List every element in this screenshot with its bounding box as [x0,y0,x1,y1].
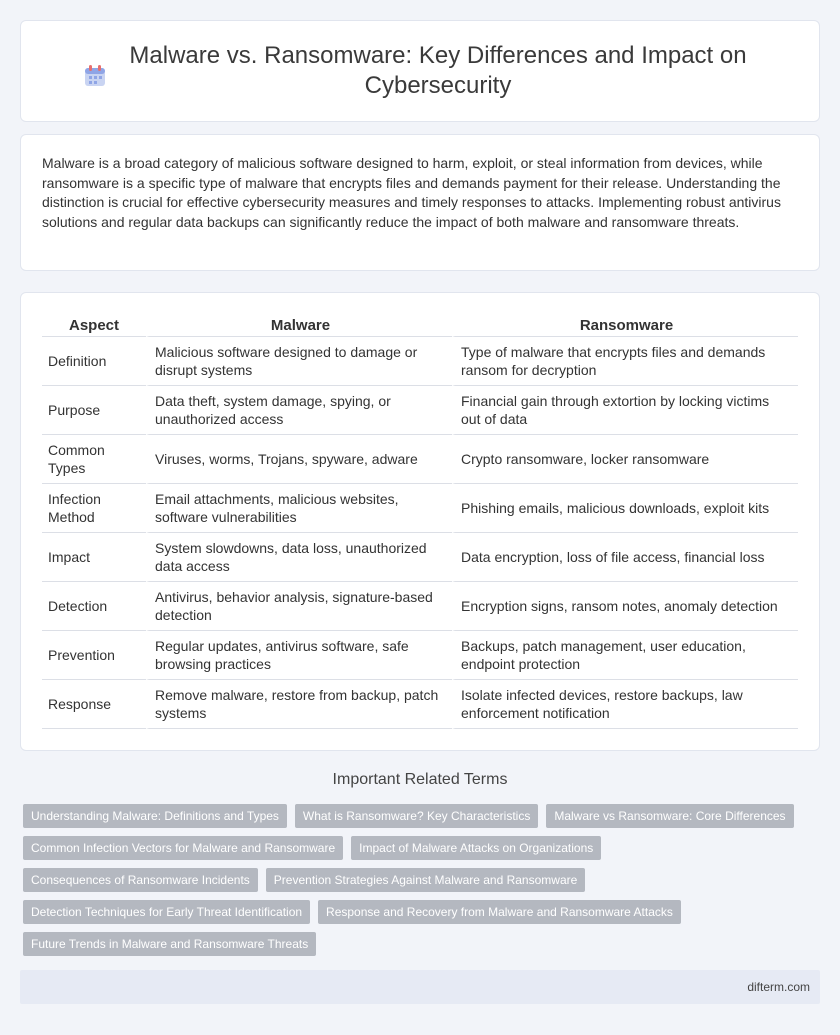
related-term-tag[interactable]: Understanding Malware: Definitions and Types [23,804,287,828]
related-term-tag[interactable]: Detection Techniques for Early Threat Identification [23,900,310,924]
cell-ransomware: Encryption signs, ransom notes, anomaly detection [452,582,798,631]
comparison-table-card [20,292,820,751]
cell-ransomware: Type of malware that encrypts files and demands ransom for decryption [452,337,798,386]
cell-malware: System slowdowns, data loss, unauthorized data access [146,533,452,582]
related-terms-tags [23,804,823,964]
cell-ransomware: Isolate infected devices, restore backups, law enforcement notification [452,680,798,729]
page-title: Malware vs. Ransomware: Key Differences and Impact on Cybersecurity [129,42,747,99]
cell-aspect: Infection Method [42,484,146,533]
table-row [42,631,798,680]
table-row [42,533,798,582]
tag-row [23,868,823,892]
cell-ransomware: Crypto ransomware, locker ransomware [452,435,798,484]
cell-malware: Viruses, worms, Trojans, spyware, adware [146,435,452,484]
column-header-malware: Malware [146,313,452,337]
column-header-ransomware: Ransomware [452,313,798,337]
intro-text: Malware is a broad category of malicious software designed to harm, exploit, or steal information from devices, while ransomware is a specific type of malware that encrypts files and demands payment for their release. Understanding the distinction is crucial for effective cybersecurity measures and timely responses to attacks. Implementing robust antivirus solutions and regular data backups can significantly reduce the impact of both malware and ransomware threats. [42,155,781,230]
table-row [42,680,798,729]
cell-aspect: Impact [42,533,146,582]
comparison-table [42,313,798,729]
table-row [42,582,798,631]
cell-malware: Email attachments, malicious websites, software vulnerabilities [146,484,452,533]
tag-row [23,900,823,924]
table-row [42,386,798,435]
tag-row [23,804,823,828]
intro-card [20,134,820,271]
cell-malware: Regular updates, antivirus software, safe browsing practices [146,631,452,680]
cell-aspect: Detection [42,582,146,631]
header-card [20,20,820,122]
cell-aspect: Common Types [42,435,146,484]
related-term-tag[interactable]: Prevention Strategies Against Malware and Ransomware [266,868,586,892]
related-term-tag[interactable]: Response and Recovery from Malware and Ransomware Attacks [318,900,681,924]
footer [20,970,820,1004]
tag-row [23,836,823,860]
table-row [42,435,798,484]
column-header-aspect: Aspect [42,313,146,337]
cell-malware: Antivirus, behavior analysis, signature-based detection [146,582,452,631]
cell-ransomware: Phishing emails, malicious downloads, exploit kits [452,484,798,533]
related-term-tag[interactable]: What is Ransomware? Key Characteristics [295,804,538,828]
footer-site-link[interactable]: difterm.com [747,980,810,994]
cell-aspect: Prevention [42,631,146,680]
related-terms-title: Important Related Terms [332,771,508,788]
cell-malware: Data theft, system damage, spying, or unauthorized access [146,386,452,435]
cell-malware: Remove malware, restore from backup, patch systems [146,680,452,729]
related-term-tag[interactable]: Common Infection Vectors for Malware and Ransomware [23,836,343,860]
calendar-icon [82,63,108,89]
tag-row [23,932,823,956]
cell-aspect: Response [42,680,146,729]
cell-aspect: Definition [42,337,146,386]
cell-ransomware: Financial gain through extortion by locking victims out of data [452,386,798,435]
cell-aspect: Purpose [42,386,146,435]
table-row [42,484,798,533]
related-term-tag[interactable]: Consequences of Ransomware Incidents [23,868,258,892]
cell-ransomware: Backups, patch management, user education, endpoint protection [452,631,798,680]
cell-malware: Malicious software designed to damage or disrupt systems [146,337,452,386]
related-term-tag[interactable]: Malware vs Ransomware: Core Differences [546,804,793,828]
related-term-tag[interactable]: Future Trends in Malware and Ransomware Threats [23,932,316,956]
related-term-tag[interactable]: Impact of Malware Attacks on Organizations [351,836,601,860]
table-header-row [42,313,798,337]
cell-ransomware: Data encryption, loss of file access, financial loss [452,533,798,582]
table-row [42,337,798,386]
